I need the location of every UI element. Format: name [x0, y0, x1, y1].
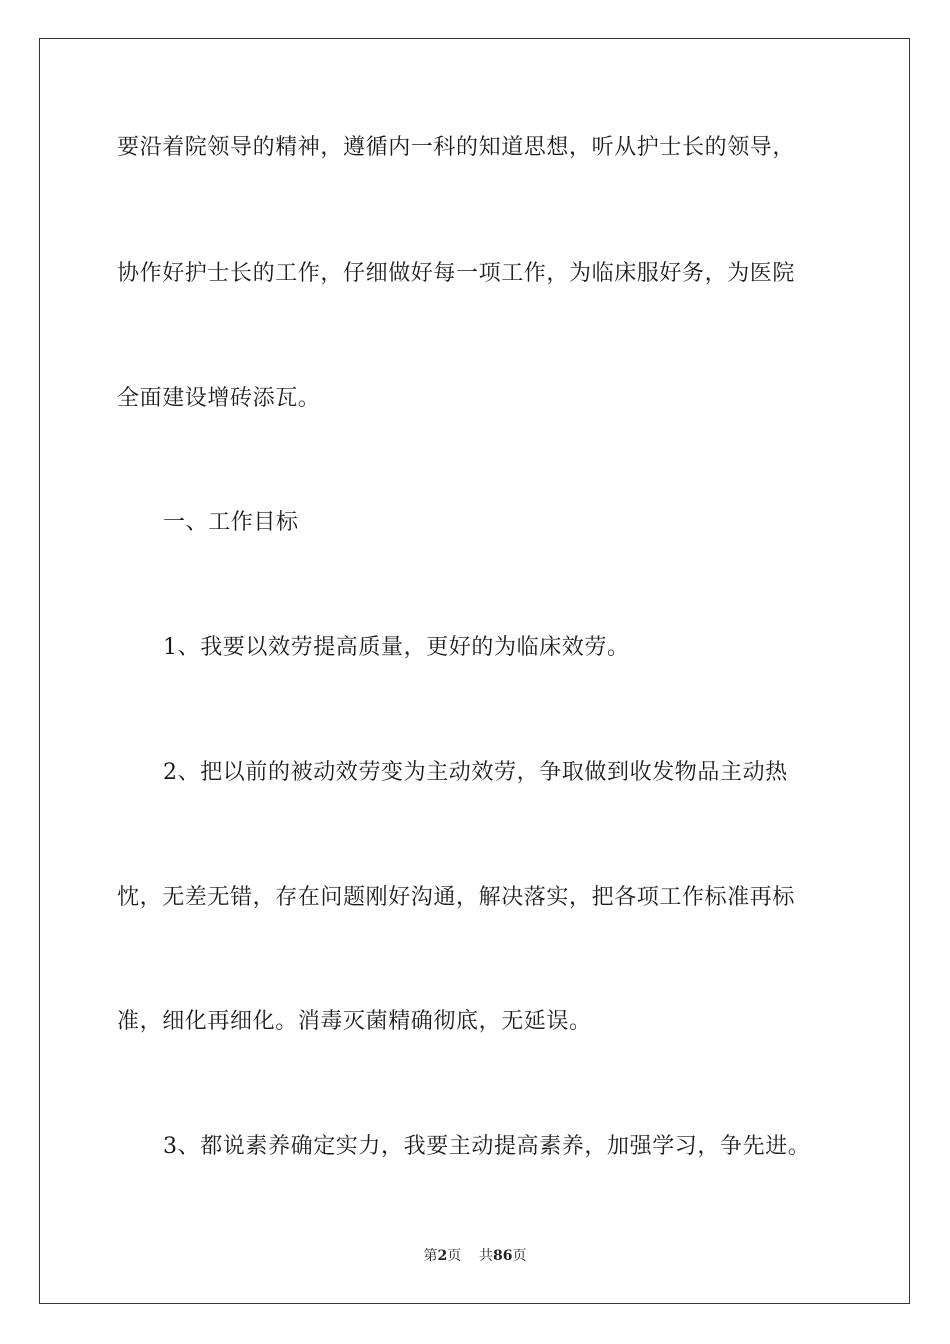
section-heading: 一、工作目标 — [163, 510, 299, 535]
page-border — [39, 38, 910, 1304]
item-2-line-3: 准，细化再细化。消毒灭菌精确彻底，无延误。 — [117, 1009, 592, 1034]
paragraph-line-2: 协作好护士长的工作，仔细做好每一项工作，为临床服好务，为医院 — [117, 261, 796, 286]
paragraph-line-1: 要沿着院领导的精神，遵循内一科的知道思想，听从护士长的领导， — [117, 135, 796, 160]
total-prefix: 共 — [479, 1248, 494, 1264]
item-2-line-2: 忱，无差无错，存在问题刚好沟通，解决落实，把各项工作标准再标 — [117, 885, 796, 910]
item-3-line: 3、都说素养确定实力，我要主动提高素养，加强学习，争先进。 — [163, 1134, 811, 1159]
total-pages: 86 — [493, 1248, 513, 1264]
page-prefix: 第 — [423, 1248, 438, 1264]
page-suffix: 页 — [447, 1248, 462, 1264]
paragraph-line-3: 全面建设增砖添瓦。 — [117, 386, 321, 411]
item-2-line-1: 2、把以前的被动效劳变为主动效劳，争取做到收发物品主动热 — [163, 760, 788, 785]
page-number: 2 — [437, 1248, 448, 1264]
item-1-line: 1、我要以效劳提高质量，更好的为临床效劳。 — [163, 635, 630, 660]
total-suffix: 页 — [512, 1248, 527, 1264]
page-footer — [0, 1246, 950, 1266]
